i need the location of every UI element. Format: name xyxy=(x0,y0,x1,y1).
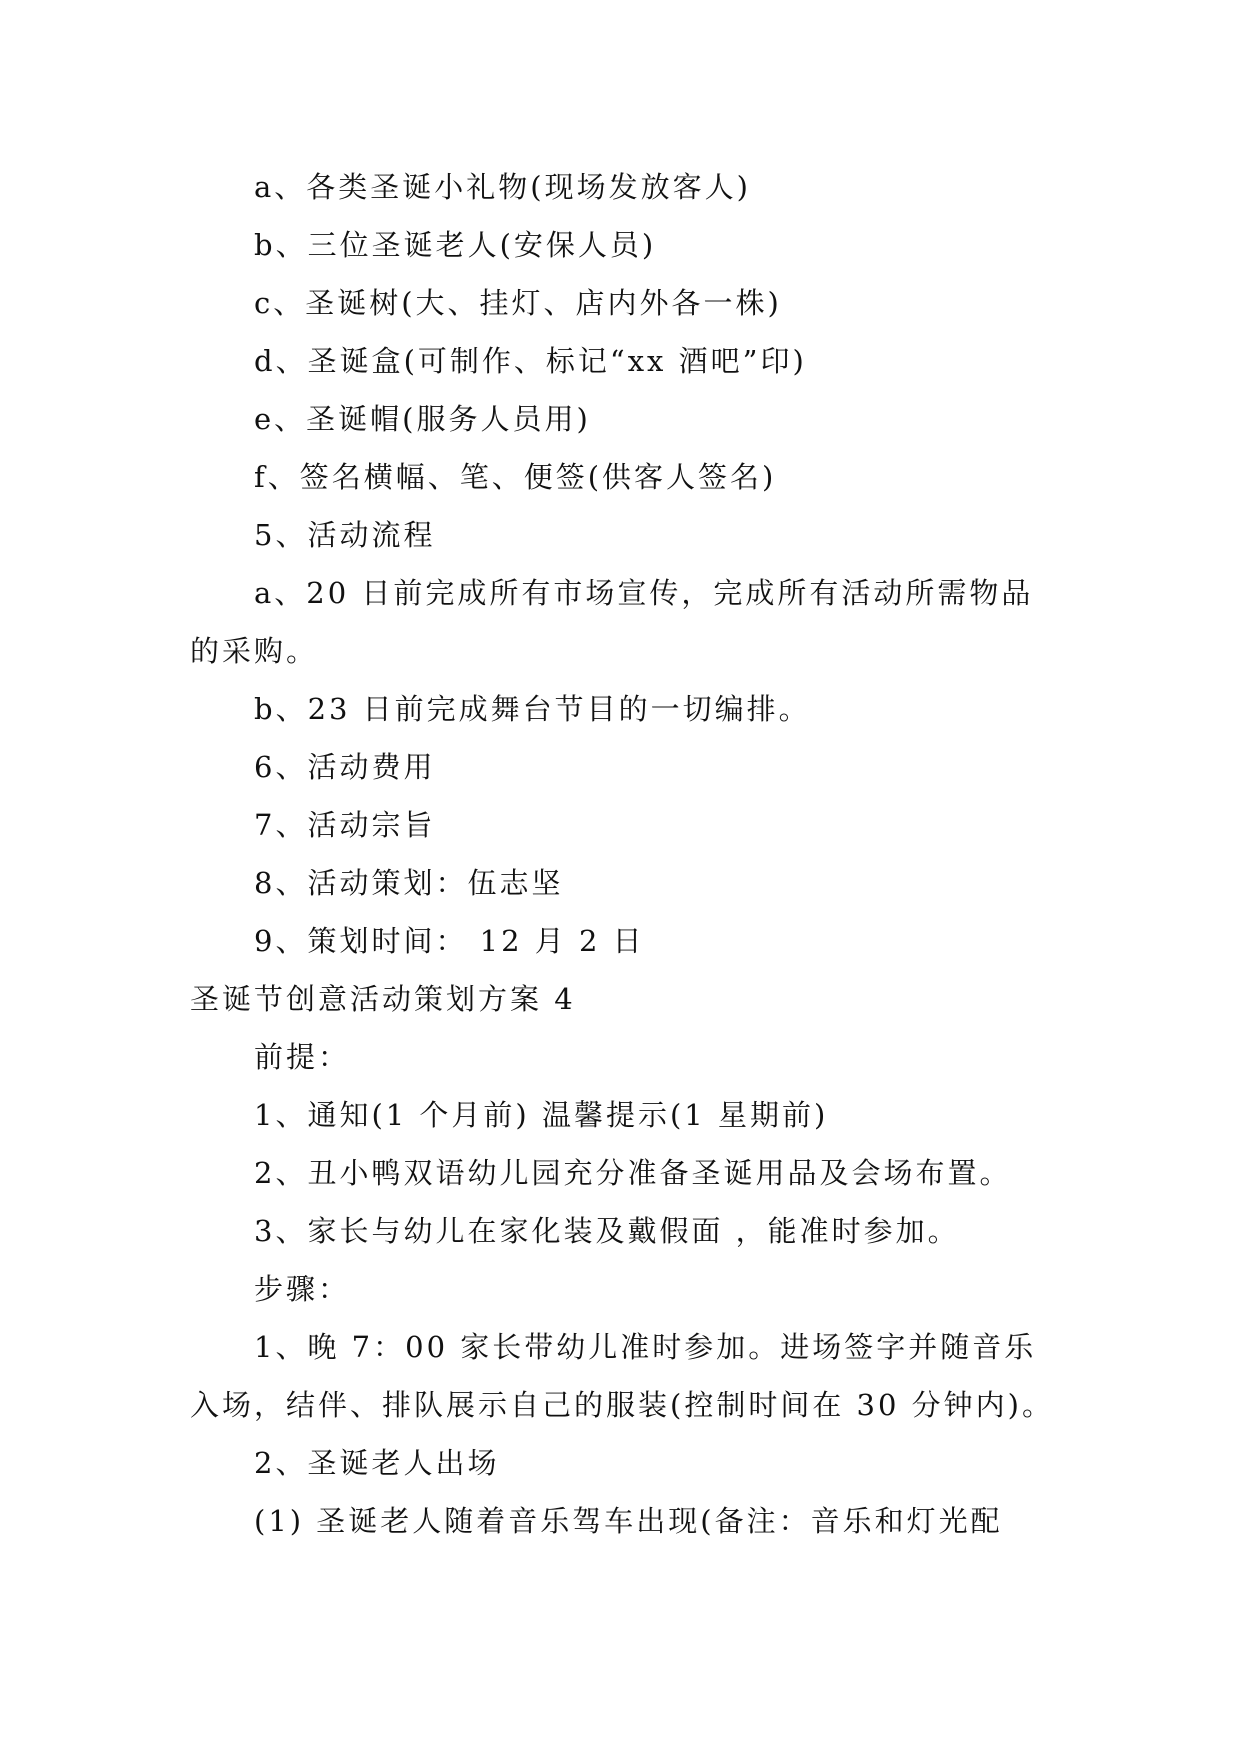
list-item: 3、家长与幼儿在家化装及戴假面 ，能准时参加。 xyxy=(254,1214,960,1248)
list-item: f、签名横幅、笔、便签(供客人签名) xyxy=(254,460,777,494)
paragraph-line: 1、晚 7：00 家长带幼儿准时参加。进场签字并随音乐 xyxy=(254,1330,1037,1364)
list-item: a、各类圣诞小礼物(现场发放客人) xyxy=(254,170,751,204)
section-heading: 9、策划时间： 12 月 2 日 xyxy=(254,924,645,958)
list-item: b、三位圣诞老人(安保人员) xyxy=(254,228,657,262)
paragraph-line: a、20 日前完成所有市场宣传，完成所有活动所需物品 xyxy=(254,576,1034,610)
list-item: 2、圣诞老人出场 xyxy=(254,1446,500,1480)
section-heading: 6、活动费用 xyxy=(254,750,436,784)
paragraph-line: (1) 圣诞老人随着音乐驾车出现(备注：音乐和灯光配 xyxy=(254,1504,1003,1538)
paragraph-line: 的采购。 xyxy=(190,634,319,668)
section-heading: 步骤： xyxy=(254,1272,351,1306)
paragraph-line: 入场，结伴、排队展示自己的服装(控制时间在 30 分钟内)。 xyxy=(190,1388,1054,1422)
paragraph-line: b、23 日前完成舞台节目的一切编排。 xyxy=(254,692,811,726)
section-heading: 5、活动流程 xyxy=(254,518,436,552)
section-heading: 7、活动宗旨 xyxy=(254,808,436,842)
list-item: 2、丑小鸭双语幼儿园充分准备圣诞用品及会场布置。 xyxy=(254,1156,1012,1190)
document-title: 圣诞节创意活动策划方案 4 xyxy=(190,982,576,1016)
list-item: d、圣诞盒(可制作、标记“xx 酒吧”印) xyxy=(254,344,807,378)
list-item: 1、通知(1 个月前) 温馨提示(1 星期前) xyxy=(254,1098,829,1132)
section-heading: 前提： xyxy=(254,1040,351,1074)
section-heading: 8、活动策划：伍志坚 xyxy=(254,866,564,900)
list-item: e、圣诞帽(服务人员用) xyxy=(254,402,591,436)
list-item: c、圣诞树(大、挂灯、店内外各一株) xyxy=(254,286,782,320)
